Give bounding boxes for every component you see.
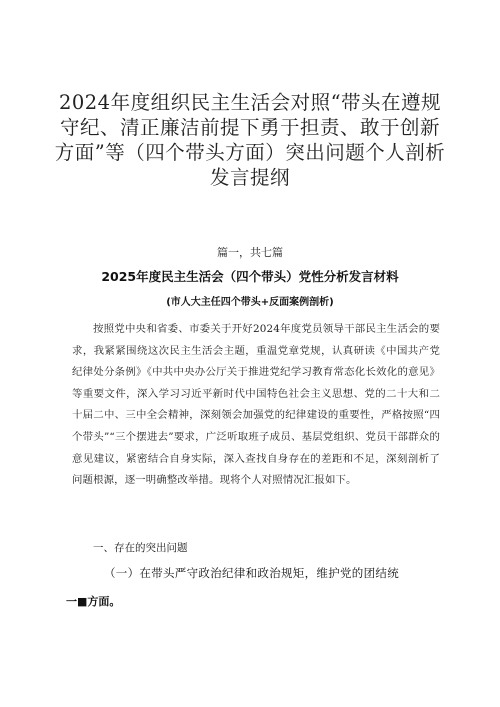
subsection-heading-continued: 一■方面。: [66, 595, 121, 608]
section-label: 篇一，共七篇: [217, 246, 283, 259]
document-title: 2024年度组织民主生活会对照“带头在遵规守纪、清正廉洁前提下勇于担责、敢于创新方面”等（四个带头方面）突出问题个人剖析发言提纲: [54, 91, 446, 189]
subsection-heading: （一）在带头严守政治纪律和政治规矩，维护党的团结统: [104, 566, 399, 580]
intro-paragraph: 按照党中央和省委、市委关于开好2024年度党员领导干部民主生活会的要求，我紧紧围绕这次民主生活会主题，重温党章党规，认真研读《中国共产党纪律处分条例》《中共中央办公厅关于推进党纪学习教育常态化长效化的意见》等重要文件，深入学习习近平新时代中国特色社会主义思想、党的二十大和二十届二中、三中全会精神，深刻领会加强党的纪律建设的重要性，严格按照“四个带头”“三个摆进去”要求，广泛听取班子成员、基层党组织、党员干部群众的意见建议，紧密结合自身实际，深入查找自身存在的差距和不足，深刻剖析了问题根源，逐一明确整改举措。现将个人对照情况汇报如下。: [72, 323, 440, 487]
subtitle-note: (市人大主任四个带头+反面案例剖析): [166, 297, 334, 308]
section-heading: 一、存在的突出问题: [93, 542, 188, 554]
document-subtitle: 2025年度民主生活会（四个带头）党性分析发言材料: [101, 269, 399, 284]
